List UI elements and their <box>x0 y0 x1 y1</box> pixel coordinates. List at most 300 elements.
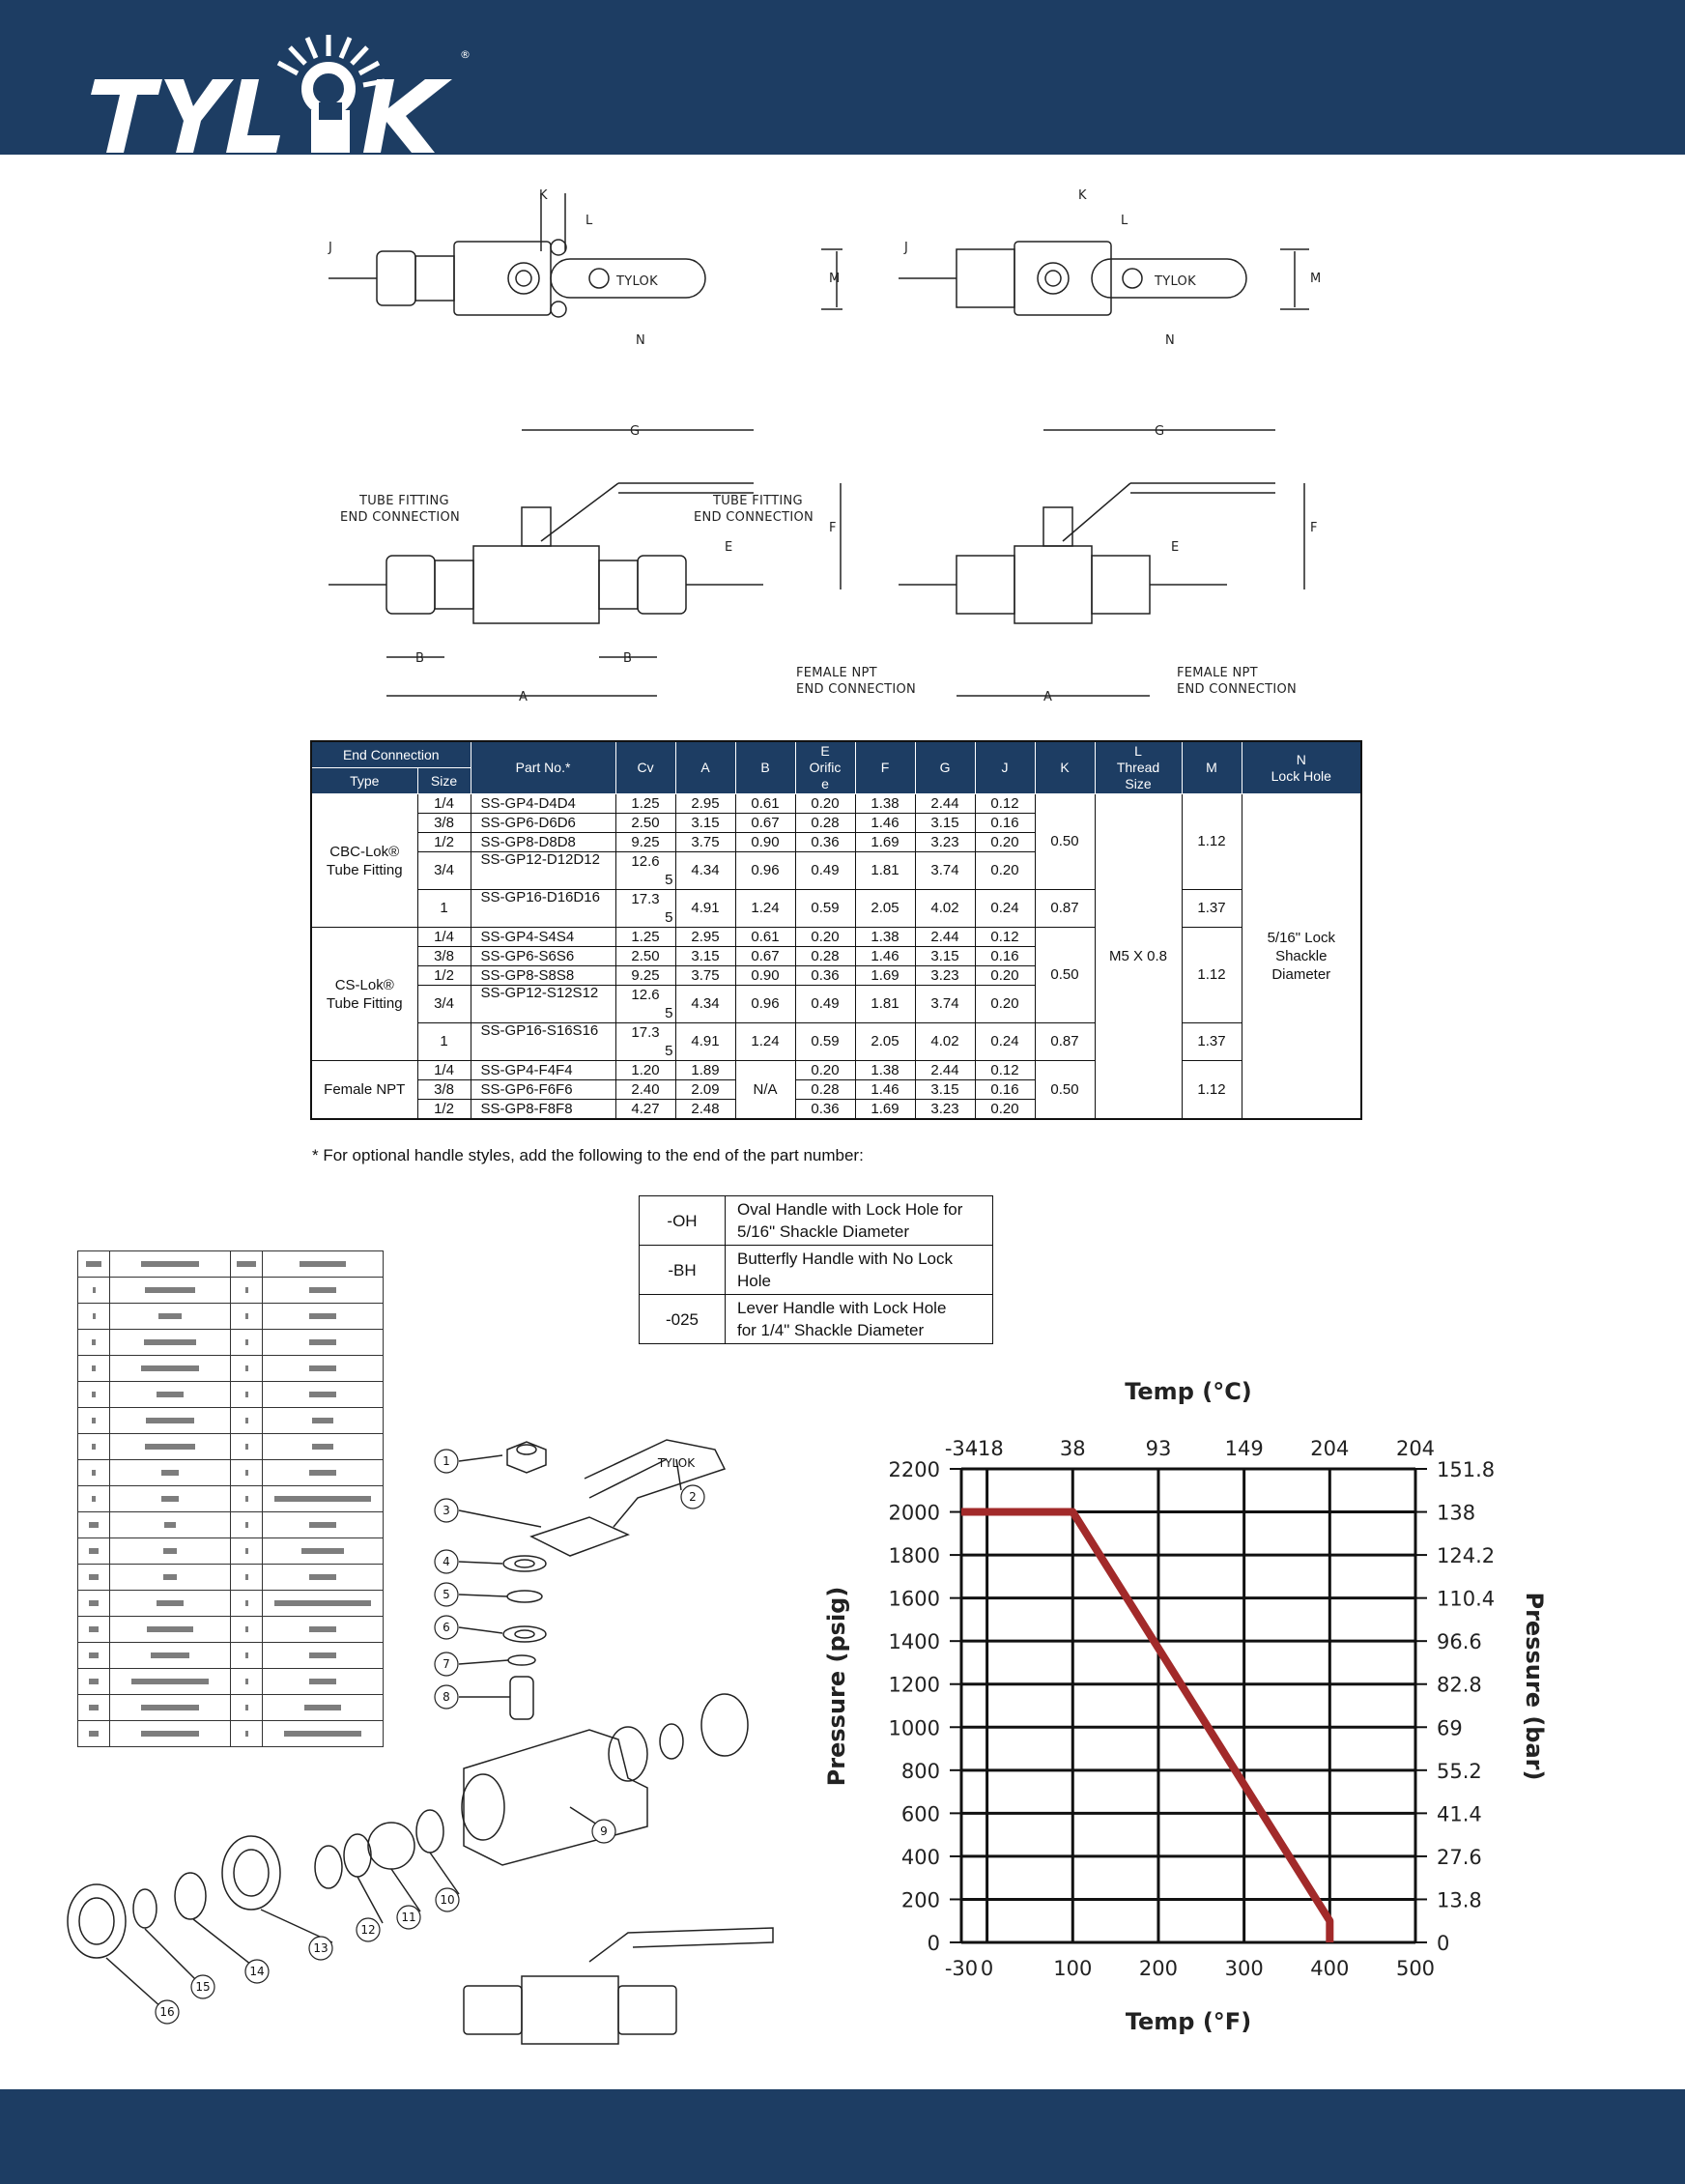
cv-line: 12.6 <box>631 987 660 1003</box>
b-cell: 0.96 <box>735 852 795 890</box>
table-row <box>78 1304 384 1330</box>
dim-j: J <box>328 241 332 255</box>
header-e-line3: e <box>821 776 829 791</box>
part-number-6: 6 <box>443 1621 450 1634</box>
cv-cell: 9.25 <box>615 833 675 852</box>
header-b: B <box>735 741 795 794</box>
f-cell: 1.38 <box>855 1061 915 1080</box>
table-row <box>311 890 1361 928</box>
dim-k: K <box>539 188 548 203</box>
part-number-cell: SS-GP12-S12S12 <box>471 986 615 1023</box>
a-cell: 2.95 <box>675 794 735 814</box>
redacted-bar <box>237 1261 256 1267</box>
table-row <box>78 1382 384 1408</box>
f-cell: 1.38 <box>855 928 915 947</box>
header-e-line1: E <box>820 743 830 759</box>
cv-line: 17.3 <box>631 891 660 907</box>
a-cell: 1.89 <box>675 1061 735 1080</box>
end-connection-label-left: END CONNECTION <box>340 510 461 525</box>
f-cell: 2.05 <box>855 1023 915 1061</box>
g-cell: 3.15 <box>915 1080 975 1100</box>
handle-desc <box>726 1246 993 1295</box>
a-cell: 4.91 <box>675 1023 735 1061</box>
exploded-view-drawing <box>48 1421 802 2049</box>
b-cell: 0.61 <box>735 794 795 814</box>
cv-line: 17.3 <box>631 1024 660 1041</box>
cv-line: 5 <box>665 1005 673 1021</box>
f-cell: 1.38 <box>855 794 915 814</box>
part-number-4: 4 <box>443 1555 450 1568</box>
handle-desc <box>726 1196 993 1246</box>
valve-spec-table <box>310 740 1362 1120</box>
size-cell: 3/4 <box>417 986 471 1023</box>
y-tick-label: 2200 <box>888 1458 940 1481</box>
f-cell: 2.05 <box>855 890 915 928</box>
svg-text:®: ® <box>460 48 471 61</box>
y-right-tick-label: 82.8 <box>1437 1673 1482 1697</box>
type-cell <box>311 928 417 1061</box>
k-cell: 0.87 <box>1035 1023 1095 1061</box>
f-cell: 1.69 <box>855 1100 915 1120</box>
part-number-16: 16 <box>159 2005 175 2019</box>
size-cell: 1/4 <box>417 928 471 947</box>
header-l-line1: L <box>1134 743 1142 759</box>
dim-l: L <box>585 214 593 228</box>
header-f: F <box>855 741 915 794</box>
cv-cell: 9.25 <box>615 966 675 986</box>
x-tick-label: 500 <box>1395 1957 1436 1980</box>
cv-line: 5 <box>665 872 673 888</box>
j-cell: 0.12 <box>975 928 1035 947</box>
top-view-tube-fitting <box>328 193 842 317</box>
e-cell: 0.49 <box>795 986 855 1023</box>
part-number-cell: SS-GP6-F6F6 <box>471 1080 615 1100</box>
x-top-tick-label: 149 <box>1224 1437 1264 1460</box>
n-lock-hole-cell <box>1242 794 1361 1120</box>
size-cell: 3/8 <box>417 1080 471 1100</box>
y-tick-label: 1000 <box>888 1716 940 1740</box>
f-cell: 1.46 <box>855 947 915 966</box>
b-cell: 0.90 <box>735 833 795 852</box>
handle-code: -BH <box>640 1246 726 1295</box>
part-number-cell: SS-GP4-F4F4 <box>471 1061 615 1080</box>
dim-b-2: B <box>623 651 632 666</box>
y-right-tick-label: 13.8 <box>1437 1888 1482 1912</box>
a-cell: 3.75 <box>675 966 735 986</box>
header-n-line2: Lock Hole <box>1271 767 1331 784</box>
y-tick-label: 400 <box>900 1845 940 1869</box>
handle-desc-line: 5/16" Shackle Diameter <box>737 1222 910 1241</box>
type-cell <box>311 794 417 928</box>
x-top-tick-label: 38 <box>1059 1437 1086 1460</box>
y-right-tick-label: 96.6 <box>1437 1630 1482 1654</box>
redacted-bar <box>300 1261 346 1267</box>
handle-desc-line: Hole <box>737 1272 771 1290</box>
cv-line: 5 <box>665 1043 673 1059</box>
handle-desc-line: for 1/4" Shackle Diameter <box>737 1321 925 1339</box>
header-end-connection: End Connection <box>311 741 471 768</box>
j-cell: 0.20 <box>975 833 1035 852</box>
m-cell: 1.12 <box>1182 928 1242 1023</box>
n-line: 5/16" Lock <box>1267 930 1335 946</box>
cv-cell: 1.25 <box>615 794 675 814</box>
table-row <box>311 928 1361 947</box>
a-cell: 3.75 <box>675 833 735 852</box>
f-cell: 1.81 <box>855 986 915 1023</box>
y-right-tick-label: 41.4 <box>1437 1802 1482 1826</box>
dim-n: N <box>636 333 645 348</box>
x-tick-label: 0 <box>980 1957 994 1980</box>
a-cell: 2.48 <box>675 1100 735 1120</box>
n-line: Diameter <box>1271 966 1331 983</box>
female-npt-label-right: FEMALE NPT <box>1177 666 1258 680</box>
x-tick-label: -30 <box>944 1957 979 1980</box>
handle-brand-label-2: TYLOK <box>1155 274 1196 289</box>
header-l-line3: Size <box>1125 776 1152 791</box>
y-tick-label: 600 <box>900 1802 940 1826</box>
header-row-1 <box>311 741 1361 768</box>
f-cell: 1.46 <box>855 814 915 833</box>
type-line: CBC-Lok® <box>329 843 400 860</box>
f-cell: 1.46 <box>855 1080 915 1100</box>
handle-desc <box>726 1295 993 1344</box>
b-cell: 0.67 <box>735 814 795 833</box>
size-cell: 3/4 <box>417 852 471 890</box>
j-cell: 0.20 <box>975 852 1035 890</box>
table-row <box>640 1295 993 1344</box>
header-a: A <box>675 741 735 794</box>
header-e-line2: Orific <box>809 760 842 775</box>
size-cell: 1/2 <box>417 966 471 986</box>
n-line: Shackle <box>1275 948 1328 964</box>
table-row <box>311 794 1361 814</box>
cv-line: 5 <box>665 909 673 926</box>
x-axis-title: Temp (°F) <box>1125 2008 1252 2035</box>
footer-band <box>0 2089 1685 2184</box>
e-cell: 0.28 <box>795 814 855 833</box>
b-cell: 1.24 <box>735 890 795 928</box>
x-top-tick-label: 93 <box>1145 1437 1172 1460</box>
b-cell: N/A <box>735 1061 795 1120</box>
j-cell: 0.16 <box>975 1080 1035 1100</box>
redacted-bar <box>141 1261 199 1267</box>
part-number-14: 14 <box>249 1965 265 1978</box>
table-row <box>78 1278 384 1304</box>
dim-m: M <box>829 272 841 286</box>
g-cell: 3.74 <box>915 986 975 1023</box>
type-line: Tube Fitting <box>326 994 403 1012</box>
dim-l-2: L <box>1121 214 1128 228</box>
female-npt-label-left: FEMALE NPT <box>796 666 877 680</box>
footnote: * For optional handle styles, add the following to the end of the part number: <box>312 1146 864 1164</box>
table-row <box>78 1330 384 1356</box>
handle-brand-label: TYLOK <box>616 274 658 289</box>
a-cell: 3.15 <box>675 947 735 966</box>
x-tick-label: 200 <box>1138 1957 1179 1980</box>
header-n-line1: N <box>1296 751 1306 767</box>
part-number-12: 12 <box>360 1923 376 1937</box>
end-connection-label-right: END CONNECTION <box>694 510 814 525</box>
npt-end-connection-label-right: END CONNECTION <box>1177 682 1298 697</box>
cv-cell: 2.40 <box>615 1080 675 1100</box>
e-cell: 0.20 <box>795 1061 855 1080</box>
f-cell: 1.81 <box>855 852 915 890</box>
y-right-tick-label: 0 <box>1437 1932 1450 1955</box>
g-cell: 4.02 <box>915 890 975 928</box>
l-thread-cell: M5 X 0.8 <box>1095 794 1182 1120</box>
handle-desc-line: Oval Handle with Lock Hole for <box>737 1200 963 1219</box>
tube-fitting-label-right: TUBE FITTING <box>713 494 803 508</box>
size-cell: 1/2 <box>417 833 471 852</box>
y-right-tick-label: 27.6 <box>1437 1845 1482 1869</box>
g-cell: 2.44 <box>915 794 975 814</box>
table-row <box>311 1061 1361 1080</box>
f-cell: 1.69 <box>855 833 915 852</box>
g-cell: 4.02 <box>915 1023 975 1061</box>
handle-desc-line: Lever Handle with Lock Hole <box>737 1299 947 1317</box>
dim-b: B <box>415 651 424 666</box>
size-cell: 1/4 <box>417 1061 471 1080</box>
npt-end-connection-label-left: END CONNECTION <box>796 682 917 697</box>
a-cell: 2.09 <box>675 1080 735 1100</box>
size-cell: 1 <box>417 890 471 928</box>
tylok-logo <box>87 29 483 159</box>
x-tick-label: 400 <box>1310 1957 1350 1980</box>
k-cell: 0.87 <box>1035 890 1095 928</box>
y-tick-label: 1400 <box>888 1630 940 1654</box>
part-number-cell: SS-GP16-D16D16 <box>471 890 615 928</box>
m-cell: 1.12 <box>1182 1061 1242 1120</box>
table-row <box>640 1246 993 1295</box>
part-number-1: 1 <box>443 1454 450 1468</box>
dim-e-2: E <box>1171 540 1180 555</box>
b-cell: 0.96 <box>735 986 795 1023</box>
j-cell: 0.20 <box>975 986 1035 1023</box>
pressure-temperature-chart <box>812 1363 1565 2058</box>
m-cell: 1.37 <box>1182 1023 1242 1061</box>
e-cell: 0.59 <box>795 1023 855 1061</box>
j-cell: 0.20 <box>975 966 1035 986</box>
size-cell: 3/8 <box>417 814 471 833</box>
header-type: Type <box>311 768 417 794</box>
g-cell: 2.44 <box>915 1061 975 1080</box>
valve-dimension-drawings <box>300 174 1322 715</box>
side-view-tube-fitting <box>328 430 841 696</box>
dim-g: G <box>630 424 641 439</box>
a-cell: 4.91 <box>675 890 735 928</box>
part-number-cell: SS-GP4-D4D4 <box>471 794 615 814</box>
part-number-cell: SS-GP8-S8S8 <box>471 966 615 986</box>
dim-a: A <box>519 690 528 704</box>
handle-options-table <box>639 1195 993 1344</box>
x-tick-label: 300 <box>1224 1957 1264 1980</box>
cv-cell: 1.20 <box>615 1061 675 1080</box>
b-cell: 1.24 <box>735 1023 795 1061</box>
k-cell: 0.50 <box>1035 794 1095 890</box>
dim-f-2: F <box>1310 521 1318 535</box>
y-right-tick-label: 110.4 <box>1437 1587 1496 1611</box>
g-cell: 3.15 <box>915 947 975 966</box>
a-cell: 3.15 <box>675 814 735 833</box>
part-number-7: 7 <box>443 1657 450 1671</box>
cv-cell: 2.50 <box>615 947 675 966</box>
part-number-8: 8 <box>443 1690 450 1704</box>
handle-brand-mark: TYLOK <box>657 1456 696 1470</box>
header-l-line2: Thread <box>1116 760 1160 775</box>
e-cell: 0.20 <box>795 928 855 947</box>
y-right-tick-label: 55.2 <box>1437 1759 1482 1783</box>
y-tick-label: 1600 <box>888 1587 940 1611</box>
handle-desc-line: Butterfly Handle with No Lock <box>737 1250 953 1268</box>
size-cell: 1 <box>417 1023 471 1061</box>
b-cell: 0.67 <box>735 947 795 966</box>
e-cell: 0.36 <box>795 833 855 852</box>
m-cell: 1.37 <box>1182 890 1242 928</box>
part-number-10: 10 <box>440 1893 455 1907</box>
header-e <box>795 741 855 794</box>
cv-cell <box>615 986 675 1023</box>
x-top-axis-title: Temp (°C) <box>1125 1378 1252 1405</box>
y-right-tick-label: 151.8 <box>1437 1458 1496 1481</box>
chart-grid <box>950 1469 1427 1942</box>
j-cell: 0.20 <box>975 1100 1035 1120</box>
dim-e: E <box>725 540 733 555</box>
part-number-11: 11 <box>401 1911 416 1924</box>
dim-f: F <box>829 521 837 535</box>
g-cell: 2.44 <box>915 928 975 947</box>
cv-cell: 2.50 <box>615 814 675 833</box>
x-top-tick-label: -18 <box>970 1437 1004 1460</box>
header-g: G <box>915 741 975 794</box>
y-tick-label: 0 <box>927 1932 940 1955</box>
header-n <box>1242 741 1361 794</box>
j-cell: 0.24 <box>975 890 1035 928</box>
part-number-cell: SS-GP4-S4S4 <box>471 928 615 947</box>
b-cell: 0.61 <box>735 928 795 947</box>
header-part-no: Part No.* <box>471 741 615 794</box>
x-top-tick-label: 204 <box>1310 1437 1350 1460</box>
part-number-cell: SS-GP16-S16S16 <box>471 1023 615 1061</box>
part-number-3: 3 <box>443 1504 450 1517</box>
e-cell: 0.36 <box>795 966 855 986</box>
cv-cell: 4.27 <box>615 1100 675 1120</box>
m-cell: 1.12 <box>1182 794 1242 890</box>
cv-cell: 1.25 <box>615 928 675 947</box>
g-cell: 3.23 <box>915 833 975 852</box>
e-cell: 0.28 <box>795 1080 855 1100</box>
part-number-cell: SS-GP6-D6D6 <box>471 814 615 833</box>
part-number-cell: SS-GP8-F8F8 <box>471 1100 615 1120</box>
size-cell: 3/8 <box>417 947 471 966</box>
part-number-5: 5 <box>443 1588 450 1601</box>
header-cv: Cv <box>615 741 675 794</box>
x-top-tick-label: -34 <box>944 1437 979 1460</box>
y-right-tick-label: 124.2 <box>1437 1544 1496 1568</box>
redacted-bar <box>86 1261 101 1267</box>
type-line: CS-Lok® <box>334 976 394 993</box>
b-cell: 0.90 <box>735 966 795 986</box>
dim-j-2: J <box>904 241 908 255</box>
y-tick-label: 2000 <box>888 1501 940 1525</box>
size-cell: 1/4 <box>417 794 471 814</box>
table-row <box>78 1356 384 1382</box>
part-number-cell: SS-GP6-S6S6 <box>471 947 615 966</box>
side-view-female-npt <box>899 430 1304 696</box>
header-m: M <box>1182 741 1242 794</box>
header-j: J <box>975 741 1035 794</box>
e-cell: 0.28 <box>795 947 855 966</box>
part-number-15: 15 <box>195 1980 211 1994</box>
g-cell: 3.23 <box>915 1100 975 1120</box>
type-cell: Female NPT <box>311 1061 417 1120</box>
part-number-cell: SS-GP8-D8D8 <box>471 833 615 852</box>
k-cell: 0.50 <box>1035 928 1095 1023</box>
y-tick-label: 1200 <box>888 1673 940 1697</box>
header-size: Size <box>417 768 471 794</box>
y-right-axis-title: Pressure (bar) <box>1521 1592 1548 1781</box>
cv-cell <box>615 890 675 928</box>
table-row <box>311 1023 1361 1061</box>
handle-code: -OH <box>640 1196 726 1246</box>
j-cell: 0.12 <box>975 1061 1035 1080</box>
part-number-9: 9 <box>600 1825 608 1838</box>
table-row <box>78 1251 384 1278</box>
y-tick-label: 800 <box>900 1759 940 1783</box>
a-cell: 2.95 <box>675 928 735 947</box>
y-tick-label: 1800 <box>888 1544 940 1568</box>
cv-cell <box>615 852 675 890</box>
dim-m-2: M <box>1310 272 1322 286</box>
g-cell: 3.23 <box>915 966 975 986</box>
dim-a-2: A <box>1043 690 1052 704</box>
g-cell: 3.74 <box>915 852 975 890</box>
header-band <box>0 0 1685 155</box>
cv-cell <box>615 1023 675 1061</box>
j-cell: 0.12 <box>975 794 1035 814</box>
type-line: Tube Fitting <box>326 861 403 878</box>
dim-n-2: N <box>1165 333 1175 348</box>
e-cell: 0.59 <box>795 890 855 928</box>
table-row <box>640 1196 993 1246</box>
dim-k-2: K <box>1078 188 1087 203</box>
y-right-tick-label: 69 <box>1437 1716 1463 1740</box>
y-tick-label: 200 <box>900 1888 940 1912</box>
a-cell: 4.34 <box>675 852 735 890</box>
header-k: K <box>1035 741 1095 794</box>
f-cell: 1.69 <box>855 966 915 986</box>
j-cell: 0.16 <box>975 814 1035 833</box>
a-cell: 4.34 <box>675 986 735 1023</box>
k-cell: 0.50 <box>1035 1061 1095 1120</box>
header-l <box>1095 741 1182 794</box>
top-view-female-npt <box>899 242 1309 315</box>
cv-line: 12.6 <box>631 853 660 870</box>
j-cell: 0.16 <box>975 947 1035 966</box>
e-cell: 0.20 <box>795 794 855 814</box>
y-axis-title: Pressure (psig) <box>823 1586 850 1787</box>
part-number-cell: SS-GP12-D12D12 <box>471 852 615 890</box>
e-cell: 0.36 <box>795 1100 855 1120</box>
part-number-2: 2 <box>689 1490 697 1504</box>
tube-fitting-label-left: TUBE FITTING <box>359 494 449 508</box>
g-cell: 3.15 <box>915 814 975 833</box>
x-top-tick-label: 204 <box>1395 1437 1436 1460</box>
y-right-tick-label: 138 <box>1437 1501 1476 1525</box>
e-cell: 0.49 <box>795 852 855 890</box>
part-number-13: 13 <box>313 1941 328 1955</box>
j-cell: 0.24 <box>975 1023 1035 1061</box>
dim-g-2: G <box>1155 424 1165 439</box>
